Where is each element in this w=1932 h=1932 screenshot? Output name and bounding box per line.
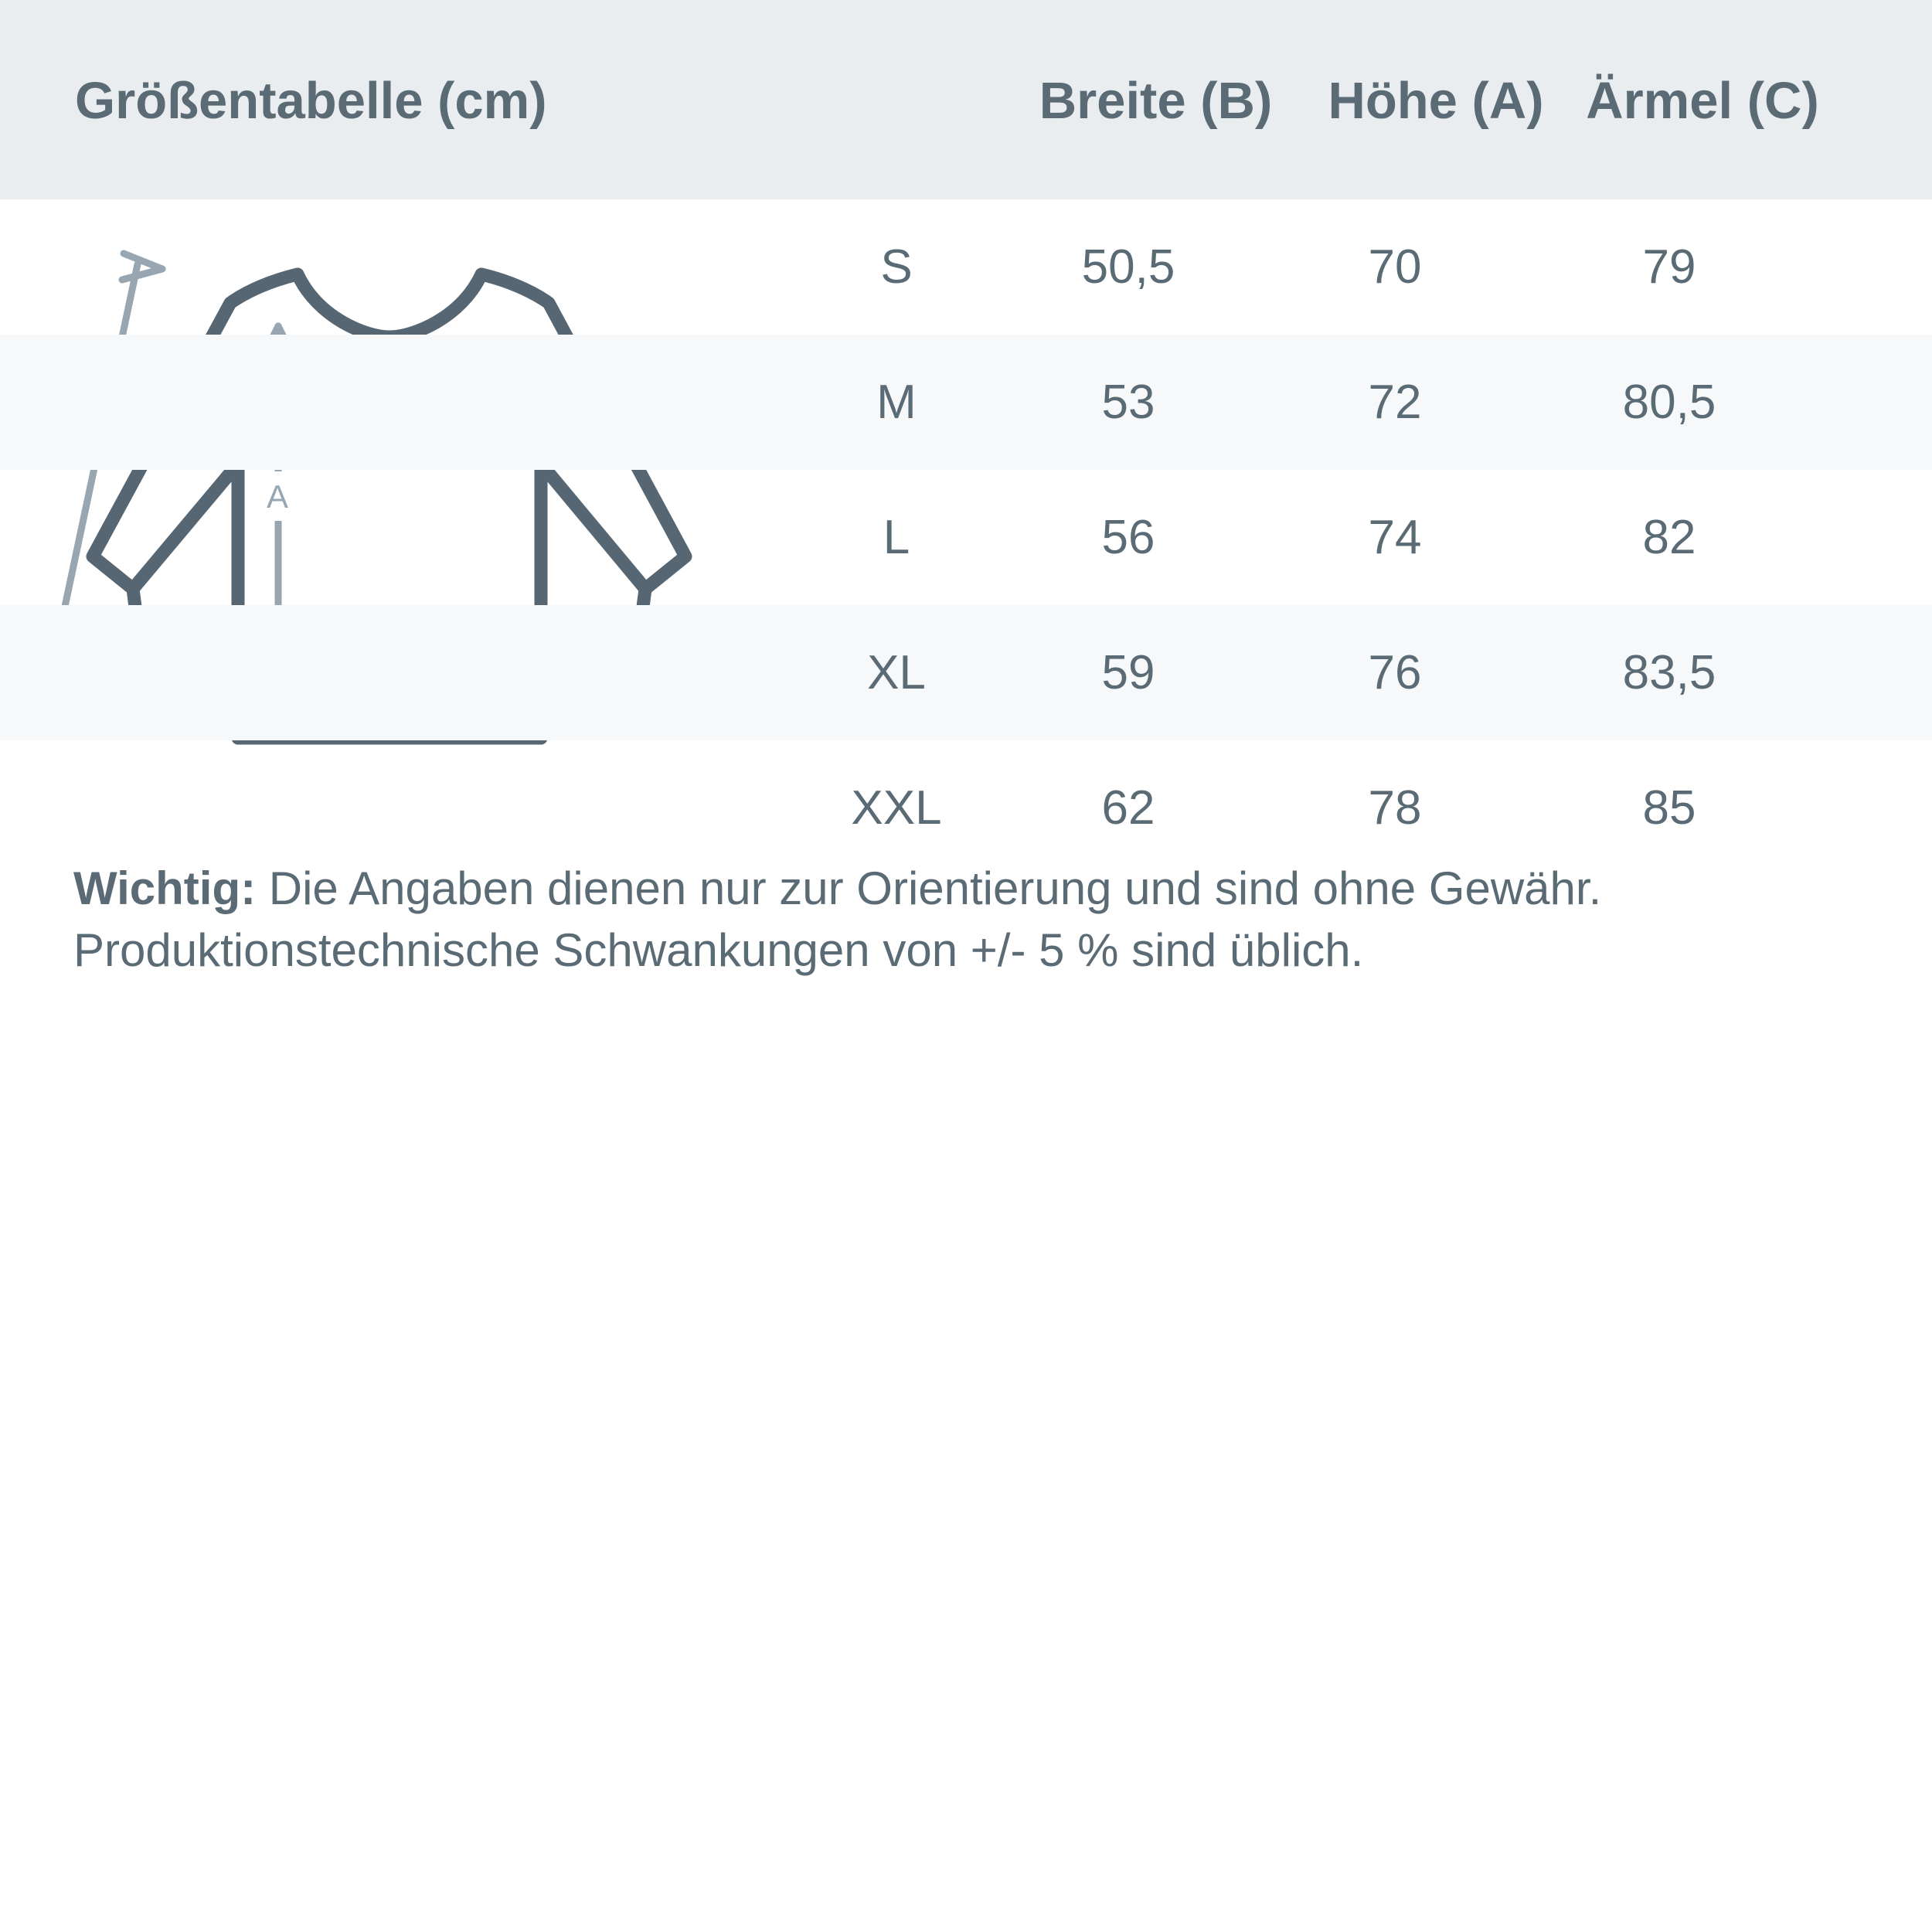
cell-sleeve: 85 [1642,781,1696,835]
table-row [0,740,1932,876]
page-title: Größentabelle (cm) [75,72,547,130]
cell-width: 53 [1101,376,1155,429]
size-table [0,199,1932,876]
column-header-height: Höhe (A) [1328,72,1544,130]
column-headers [773,71,1855,131]
dimension-label-a: A [267,478,289,515]
table-row [0,470,1932,605]
cell-height: 78 [1368,781,1422,835]
cell-size: XXL [851,781,942,835]
cell-width: 59 [1101,646,1155,699]
column-header-sleeve: Ärmel (C) [1586,72,1819,130]
cell-width: 62 [1101,781,1155,835]
disclaimer-note [73,858,1874,981]
column-header-width: Breite (B) [1039,72,1273,130]
table-row [0,335,1932,470]
cell-height: 76 [1368,646,1422,699]
table-header-band [0,0,1932,199]
disclaimer-label: Wichtig: [73,862,257,914]
disclaimer-line-2: Produktionstechnische Schwankungen von +/- 5 % sind üblich. [73,923,1364,976]
disclaimer-line-1: Die Angaben dienen nur zur Orientierung und sind ohne Gewähr. [256,862,1602,914]
cell-sleeve: 79 [1642,240,1696,294]
cell-height: 72 [1368,376,1422,429]
cell-height: 74 [1368,511,1422,564]
cell-size: L [883,511,910,564]
cell-size: XL [867,646,926,699]
cell-width: 50,5 [1081,240,1175,294]
table-row [0,199,1932,335]
cell-height: 70 [1368,240,1422,294]
table-row [0,605,1932,740]
cell-size: M [876,376,917,429]
cell-sleeve: 80,5 [1622,376,1716,429]
cell-sleeve: 82 [1642,511,1696,564]
cell-width: 56 [1101,511,1155,564]
cell-size: S [880,240,913,294]
cell-sleeve: 83,5 [1622,646,1716,699]
